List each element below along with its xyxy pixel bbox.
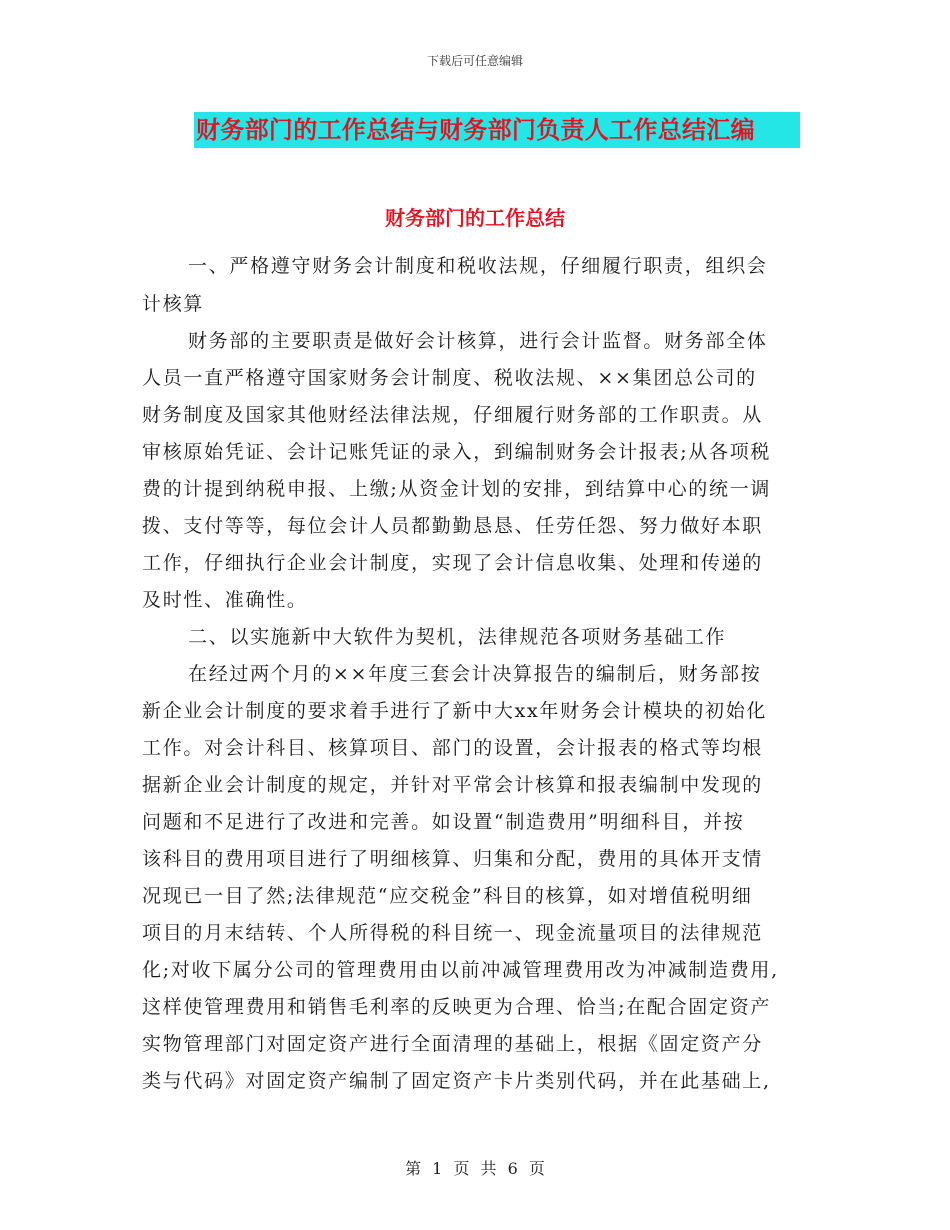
heading-1-line-2: 计核算 xyxy=(142,293,205,315)
heading-2-line: 二、以实施新中大软件为契机，法律规范各项财务基础工作 xyxy=(188,626,727,648)
paragraph-line: 审核原始凭证、会计记账凭证的录入，到编制财务会计报表;从各项税 xyxy=(142,441,772,463)
paragraph-line: 据新企业会计制度的规定，并针对平常会计核算和报表编制中发现的 xyxy=(142,774,764,796)
heading-1-line-1: 一、严格遵守财务会计制度和税收法规，仔细履行职责，组织会 xyxy=(188,255,768,277)
paragraph-line: 人员一直严格遵守国家财务会计制度、税收法规、××集团总公司的 xyxy=(142,367,757,389)
paragraph-line: 这样使管理费用和销售毛利率的反映更为合理、恰当;在配合固定资产 xyxy=(142,996,772,1018)
paragraph-line: 新企业会计制度的要求着手进行了新中大xx年财务会计模块的初始化 xyxy=(142,700,768,722)
document-title: 财务部门的工作总结与财务部门负责人工作总结汇编 xyxy=(194,112,800,148)
paragraph-line: 及时性、准确性。 xyxy=(142,589,308,611)
paragraph-line: 费的计提到纳税申报、上缴;从资金计划的安排，到结算中心的统一调 xyxy=(142,478,772,500)
header-note: 下载后可任意编辑 xyxy=(426,54,523,68)
paragraph-line: 况现已一目了然;法律规范“应交税金”科目的核算，如对增值税明细 xyxy=(142,885,753,907)
paragraph-line: 财务部的主要职责是做好会计核算，进行会计监督。财务部全体 xyxy=(188,330,768,352)
paragraph-line: 项目的月末结转、个人所得税的科目统一、现金流量项目的法律规范 xyxy=(142,922,764,944)
paragraph-line: 问题和不足进行了改进和完善。如设置“制造费用”明细科目，并按 xyxy=(142,811,745,833)
paragraph-line: 实物管理部门对固定资产进行全面清理的基础上，根据《固定资产分 xyxy=(142,1033,764,1055)
paragraph-line: 在经过两个月的××年度三套会计决算报告的编制后，财务部按 xyxy=(188,663,762,685)
paragraph-line: 化;对收下属分公司的管理费用由以前冲减管理费用改为冲减制造费用, xyxy=(142,959,779,981)
paragraph-line: 该科目的费用项目进行了明细核算、归集和分配，费用的具体开支情 xyxy=(142,848,764,870)
paragraph-line: 类与代码》对固定资产编制了固定资产卡片类别代码，并在此基础上, xyxy=(142,1070,771,1092)
paragraph-line: 工作，仔细执行企业会计制度，实现了会计信息收集、处理和传递的 xyxy=(142,552,764,574)
page-footer: 第 1 页 共 6 页 xyxy=(405,1159,545,1178)
section-title: 财务部门的工作总结 xyxy=(385,206,565,230)
paragraph-line: 工作。对会计科目、核算项目、部门的设置，会计报表的格式等均根 xyxy=(142,737,764,759)
paragraph-line: 拨、支付等等，每位会计人员都勤勤恳恳、任劳任怨、努力做好本职 xyxy=(142,515,764,537)
paragraph-line: 财务制度及国家其他财经法律法规，仔细履行财务部的工作职责。从 xyxy=(142,404,764,426)
